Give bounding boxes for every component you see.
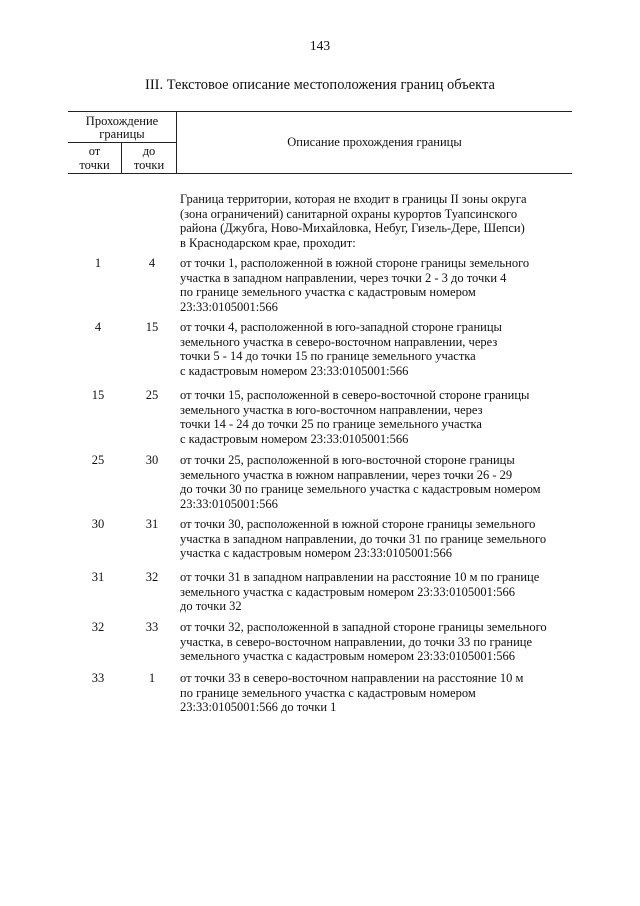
description-line: до точки 30 по границе земельного участка с кадастровым номером <box>180 482 541 496</box>
description-line: от точки 31 в западном направлении на расстояние 10 м по границе <box>180 570 540 584</box>
from-point-cell: 33 <box>91 671 105 685</box>
description-line: с кадастровым номером 23:33:0105001:566 <box>180 363 409 378</box>
from-point-cell: 15 <box>91 388 105 402</box>
page-number: 143 <box>309 38 331 53</box>
description-line: земельного участка в северо-восточном направлении, через <box>180 334 498 349</box>
section-title: III. Текстовое описание местоположения границ объекта <box>145 77 495 93</box>
description-line: участка в западном направлении, через точки 2 - 3 до точки 4 <box>180 270 507 285</box>
description-cell <box>180 256 580 314</box>
description-line: до точки 32 <box>180 599 242 613</box>
intro-line: (зона ограничений) санитарной охраны курортов Туапсинского <box>180 206 518 221</box>
description-line: по границе земельного участка с кадастровым номером <box>180 685 476 700</box>
to-point-header-line2: точки <box>133 158 165 172</box>
description-line: по границе земельного участка с кадастровым номером <box>180 285 476 299</box>
description-line: участка в западном направлении, до точки 31 по границе земельного <box>180 531 547 546</box>
passage-group-label-line1: Прохождение <box>85 114 159 128</box>
description-cell <box>180 320 580 378</box>
intro-line: района (Джубга, Ново-Михайловка, Небуг, Гизель-Дере, Шепси) <box>180 221 525 235</box>
intro-line: Граница территории, которая не входит в границы II зоны округа <box>180 192 527 206</box>
description-line: земельного участка в юго-восточном направлении, через <box>180 402 483 417</box>
description-line: земельного участка в южном направлении, через точки 26 - 29 <box>180 467 513 482</box>
description-header: Описание прохождения границы <box>287 135 462 149</box>
to-point-cell: 15 <box>145 320 159 334</box>
description-line: земельного участка с кадастровым номером 23:33:0105001:566 <box>180 649 516 663</box>
to-point-header <box>122 143 176 173</box>
from-point-cell: 4 <box>94 320 102 334</box>
description-line: от точки 25, расположенной в юго-восточной стороне границы <box>180 453 515 467</box>
description-cell <box>180 620 580 664</box>
passage-group-label <box>68 112 176 143</box>
passage-group-label-line2: границы <box>99 127 145 141</box>
description-line: с кадастровым номером 23:33:0105001:566 <box>180 431 409 446</box>
description-line: от точки 33 в северо-восточном направлении на расстояние 10 м <box>180 671 524 685</box>
description-line: земельного участка с кадастровым номером 23:33:0105001:566 <box>180 584 516 599</box>
description-line: от точки 4, расположенной в юго-западной стороне границы <box>180 320 502 334</box>
from-point-header <box>68 143 122 173</box>
description-cell <box>180 671 580 715</box>
description-line: 23:33:0105001:566 <box>180 496 278 511</box>
description-cell <box>180 570 580 614</box>
description-line: точки 5 - 14 до точки 15 по границе земельного участка <box>180 349 476 363</box>
from-point-header-line1: от <box>88 144 101 158</box>
to-point-header-line1: до <box>142 144 156 158</box>
to-point-cell: 31 <box>145 517 159 531</box>
to-point-cell: 33 <box>145 620 159 634</box>
to-point-cell: 30 <box>145 453 159 467</box>
description-line: участка с кадастровым номером 23:33:0105001:566 <box>180 546 453 560</box>
description-line: от точки 15, расположенной в северо-восточной стороне границы <box>180 388 530 402</box>
description-line: от точки 1, расположенной в южной стороне границы земельного <box>180 256 530 270</box>
description-cell <box>180 453 580 511</box>
to-point-cell: 32 <box>145 570 159 584</box>
table-header <box>68 111 572 174</box>
description-line: 23:33:0105001:566 до точки 1 <box>180 700 337 714</box>
from-point-cell: 30 <box>91 517 105 531</box>
to-point-cell: 4 <box>148 256 156 270</box>
from-point-cell: 32 <box>91 620 105 634</box>
from-point-cell: 1 <box>94 256 102 270</box>
description-cell <box>180 517 580 561</box>
description-cell <box>180 388 580 446</box>
description-line: 23:33:0105001:566 <box>180 299 278 314</box>
from-point-cell: 31 <box>91 570 105 584</box>
intro-line: в Краснодарском крае, проходит: <box>180 235 356 250</box>
description-line: участка, в северо-восточном направлении, до точки 33 по границе <box>180 634 533 649</box>
description-line: точки 14 - 24 до точки 25 по границе земельного участка <box>180 417 482 431</box>
description-line: от точки 32, расположенной в западной стороне границы земельного <box>180 620 547 634</box>
description-line: от точки 30, расположенной в южной стороне границы земельного <box>180 517 536 531</box>
from-point-cell: 25 <box>91 453 105 467</box>
to-point-cell: 1 <box>148 671 156 685</box>
passage-header-group <box>68 112 177 173</box>
intro-paragraph <box>180 192 580 250</box>
to-point-cell: 25 <box>145 388 159 402</box>
from-point-header-line2: точки <box>79 158 110 172</box>
